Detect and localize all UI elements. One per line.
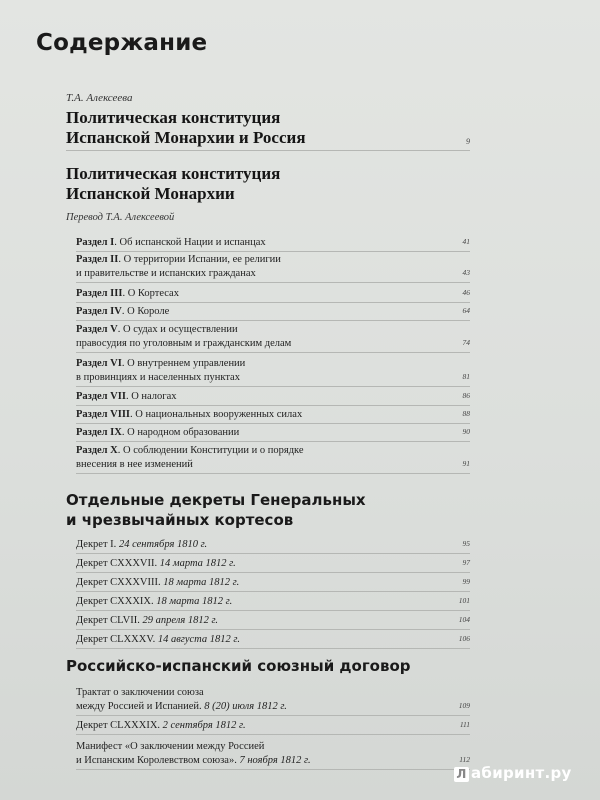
- section-page: 46: [462, 288, 470, 297]
- section-text-line2: в провинциях и населенных пунктах: [76, 372, 240, 383]
- part2-translator: Перевод Т.А. Алексеевой: [66, 212, 175, 223]
- entry-date: 7 ноября 1812 г.: [239, 755, 311, 766]
- toc-section-8[interactable]: [76, 408, 470, 422]
- decree-date: 14 августа 1812 г.: [157, 634, 240, 645]
- section-label: Раздел III: [76, 288, 123, 299]
- section-label: Раздел II: [76, 254, 119, 265]
- section-page: 88: [462, 409, 470, 418]
- section-text: . О народном образовании: [121, 427, 240, 438]
- toc-section-6[interactable]: [76, 357, 470, 385]
- section-text: . О судах и осуществлении: [117, 324, 238, 335]
- decree-name: Декрет I.: [76, 539, 117, 550]
- section-text-line2: правосудия по уголовным и гражданским делам: [76, 338, 292, 349]
- part1-page-number: 9: [466, 137, 470, 146]
- toc-treaty[interactable]: [76, 686, 470, 714]
- section-text: . Об испанской Нации и испанцах: [114, 237, 266, 248]
- toc-decree-189[interactable]: [76, 719, 470, 733]
- entry-line2: Декрет CLXXXIX.: [76, 720, 161, 731]
- part3-title-line2: и чрезвычайных кортесов: [66, 511, 294, 529]
- section-text: . О территории Испании, ее религии: [118, 254, 281, 265]
- section-label: Раздел VI: [76, 358, 122, 369]
- toc-section-2[interactable]: [76, 253, 470, 281]
- toc-decree-2[interactable]: [76, 557, 470, 571]
- decree-date: 29 апреля 1812 г.: [142, 615, 219, 626]
- section-page: 86: [462, 391, 470, 400]
- section-text-line2: и правительстве и испанских гражданах: [76, 268, 256, 279]
- section-text: . О Короле: [121, 306, 170, 317]
- section-text: . О внутреннем управлении: [121, 358, 246, 369]
- decree-name: Декрет CXXXVIII.: [76, 577, 161, 588]
- page-title: Содержание: [36, 30, 208, 56]
- section-label: Раздел VII: [76, 391, 126, 402]
- decree-date: 24 сентября 1810 г.: [118, 539, 208, 550]
- section-page: 41: [462, 237, 470, 246]
- section-text: . О соблюдении Конституции и о порядке: [117, 445, 304, 456]
- decree-date: 18 марта 1812 г.: [156, 596, 233, 607]
- decree-name: Декрет CLXXXV.: [76, 634, 156, 645]
- section-page: 91: [462, 459, 470, 468]
- decree-page: 104: [458, 615, 470, 624]
- decree-name: Декрет CXXXVII.: [76, 558, 158, 569]
- section-label: Раздел X: [76, 445, 118, 456]
- decree-name: Декрет CLVII.: [76, 615, 140, 626]
- toc-section-3[interactable]: [76, 287, 470, 301]
- divider: [66, 150, 470, 151]
- section-text: . О Кортесах: [122, 288, 179, 299]
- toc-decree-1[interactable]: [76, 538, 470, 552]
- decree-page: 99: [462, 577, 470, 586]
- decree-date: 14 марта 1812 г.: [159, 558, 236, 569]
- section-label: Раздел IV: [76, 306, 122, 317]
- decree-name: Декрет CXXXIX.: [76, 596, 154, 607]
- decree-date: 18 марта 1812 г.: [163, 577, 240, 588]
- entry-date: 2 сентября 1812 г.: [162, 720, 246, 731]
- toc-section-10[interactable]: [76, 444, 470, 472]
- decree-page: 97: [462, 558, 470, 567]
- part1-title-line2: Испанской Монархии и Россия: [66, 128, 306, 147]
- section-label: Раздел I: [76, 237, 115, 248]
- watermark-text: абиринт.ру: [471, 764, 572, 782]
- entry-line2: и Испанским Королевством союза».: [76, 755, 237, 766]
- toc-section-7[interactable]: [76, 390, 470, 404]
- section-label: Раздел IX: [76, 427, 122, 438]
- decree-page: 101: [458, 596, 470, 605]
- part1-author: Т.А. Алексеева: [66, 92, 133, 104]
- entry-date: 8 (20) июля 1812 г.: [204, 701, 287, 712]
- section-label: Раздел VIII: [76, 409, 131, 420]
- section-page: 74: [462, 338, 470, 347]
- entry-page: 109: [458, 701, 470, 710]
- toc-section-5[interactable]: [76, 323, 470, 351]
- section-page: 64: [462, 306, 470, 315]
- section-page: 90: [462, 427, 470, 436]
- section-text: . О налогах: [125, 391, 177, 402]
- section-page: 43: [462, 268, 470, 277]
- labirint-logo-icon: Л: [454, 767, 469, 782]
- toc-manifest[interactable]: [76, 740, 470, 768]
- toc-decree-4[interactable]: [76, 595, 470, 609]
- toc-section-4[interactable]: [76, 305, 470, 319]
- entry-line1: Манифест «О заключении между Россией: [76, 741, 265, 752]
- entry-line2: между Россией и Испанией.: [76, 701, 202, 712]
- section-label: Раздел V: [76, 324, 118, 335]
- toc-section-1[interactable]: [76, 236, 470, 250]
- part2-title-line2: Испанской Монархии: [66, 184, 235, 203]
- decree-page: 106: [458, 634, 470, 643]
- section-text-line2: внесения в нее изменений: [76, 459, 193, 470]
- part3-title-line1: Отдельные декреты Генеральных: [66, 491, 366, 509]
- decree-page: 95: [462, 539, 470, 548]
- entry-page: 112: [459, 755, 470, 764]
- toc-section-9[interactable]: [76, 426, 470, 440]
- toc-decree-5[interactable]: [76, 614, 470, 628]
- toc-decree-3[interactable]: [76, 576, 470, 590]
- entry-page: 111: [459, 720, 470, 729]
- part4-title: Российско-испанский союзный договор: [66, 657, 411, 675]
- section-page: 81: [462, 372, 470, 381]
- part2-title-line1: Политическая конституция: [66, 164, 281, 183]
- part1-title-line1: Политическая конституция: [66, 108, 281, 127]
- labirint-watermark: [454, 764, 572, 782]
- toc-decree-6[interactable]: [76, 633, 470, 647]
- section-text: . О национальных вооруженных силах: [130, 409, 303, 420]
- entry-line1: Трактат о заключении союза: [76, 687, 204, 698]
